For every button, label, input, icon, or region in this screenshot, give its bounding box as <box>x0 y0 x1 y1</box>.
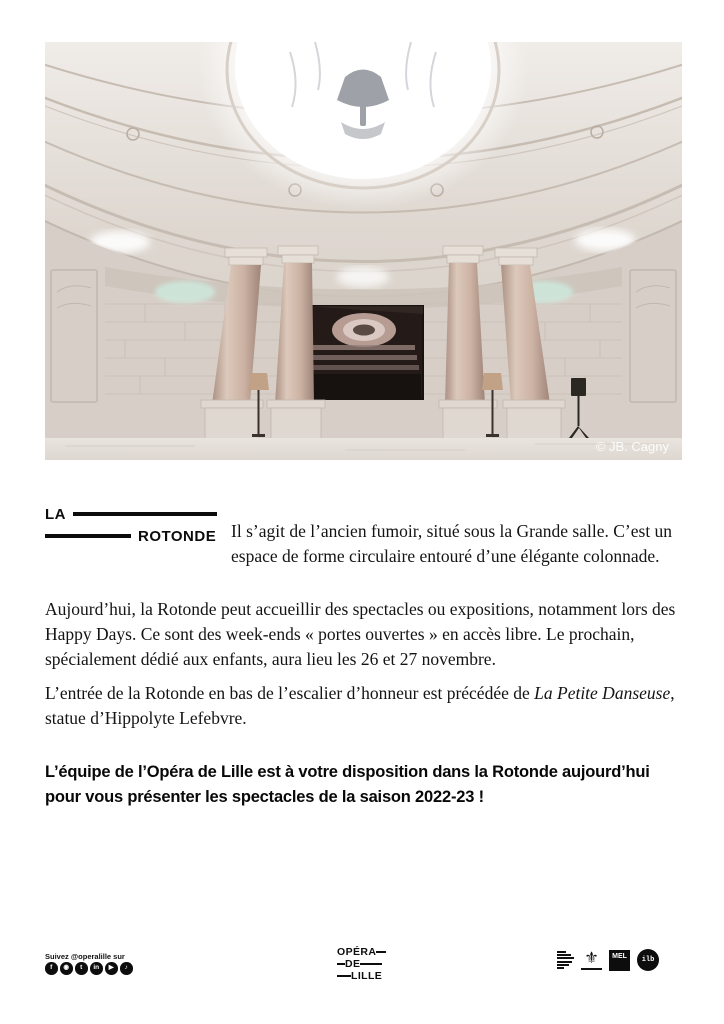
ministere-culture-logo <box>557 951 574 970</box>
paragraph-petite-danseuse-end: , statue d’Hippolyte Lefebvre. <box>45 683 675 728</box>
title-rule-2 <box>45 534 131 538</box>
brand-line-1 <box>337 946 386 958</box>
brand-rule <box>376 951 386 953</box>
brand-word-lille: LILLE <box>351 970 383 982</box>
title-and-intro-row <box>45 501 682 586</box>
intro-paragraph: Il s’agit de l’ancien fumoir, situé sous la Grande salle. C’est un espace de forme circulaire entouré d’une élégante colonnade. <box>231 520 673 566</box>
facebook-icon: f <box>45 962 58 975</box>
youtube-icon: ▶ <box>105 962 118 975</box>
brand-line-3 <box>337 970 386 982</box>
rotonde-photo <box>45 42 682 460</box>
mel-logo: MEL <box>609 950 630 971</box>
photo-credit: © JB. Cagny <box>595 439 669 454</box>
brand-rule <box>337 975 351 977</box>
brand-rule <box>360 963 382 965</box>
brand-line-2 <box>337 958 386 970</box>
title-rule-1 <box>73 512 217 516</box>
follow-us-text: Suivez @operalille sur <box>45 952 125 961</box>
instagram-icon: ◉ <box>60 962 73 975</box>
paragraph-happy-days: Aujourd’hui, la Rotonde peut accueillir des spectacles ou expositions, notamment lors des Happy Days. Ce sont des week-ends « portes ouvertes » en accès libre. Le prochain, spécialement dédié aux enfants, aura lieu les 26 et 27 novembre. <box>45 599 676 669</box>
title-line-2 <box>45 525 217 547</box>
partner-logos-row <box>557 949 659 971</box>
marble-floor <box>45 438 682 460</box>
social-icons-row <box>45 962 133 975</box>
opera-de-lille-logo <box>337 946 386 982</box>
crest-caption-bar <box>581 968 602 970</box>
twitter-icon: t <box>75 962 88 975</box>
section-title <box>45 501 217 547</box>
fleur-de-lis-icon: ⚜ <box>584 949 599 967</box>
highlight-paragraph: L’équipe de l’Opéra de Lille est à votre disposition dans la Rotonde aujourd’hui pour vous présenter les spectacles de la saison 2022-23 ! <box>45 763 650 806</box>
title-line-1 <box>45 503 217 525</box>
paragraph-petite-danseuse-text: L’entrée de la Rotonde en bas de l’escalier d’honneur est précédée de <box>45 683 535 703</box>
title-word-rotonde: ROTONDE <box>138 527 217 545</box>
brand-word-de: DE <box>345 958 361 970</box>
tiktok-icon: ♪ <box>120 962 133 975</box>
circle-partner-logo: ilb <box>637 949 659 971</box>
framed-theater-picture <box>305 306 423 399</box>
title-word-la: LA <box>45 505 66 523</box>
content-column <box>45 501 682 827</box>
brand-word-opera: OPÉRA <box>337 946 377 958</box>
brand-rule <box>337 963 345 965</box>
rotonde-photo-illustration <box>45 42 682 460</box>
ville-de-lille-crest-logo <box>581 951 602 970</box>
linkedin-icon: in <box>90 962 103 975</box>
paragraph-petite-danseuse <box>45 681 682 731</box>
artwork-title-italic: La Petite Danseuse <box>534 683 671 703</box>
